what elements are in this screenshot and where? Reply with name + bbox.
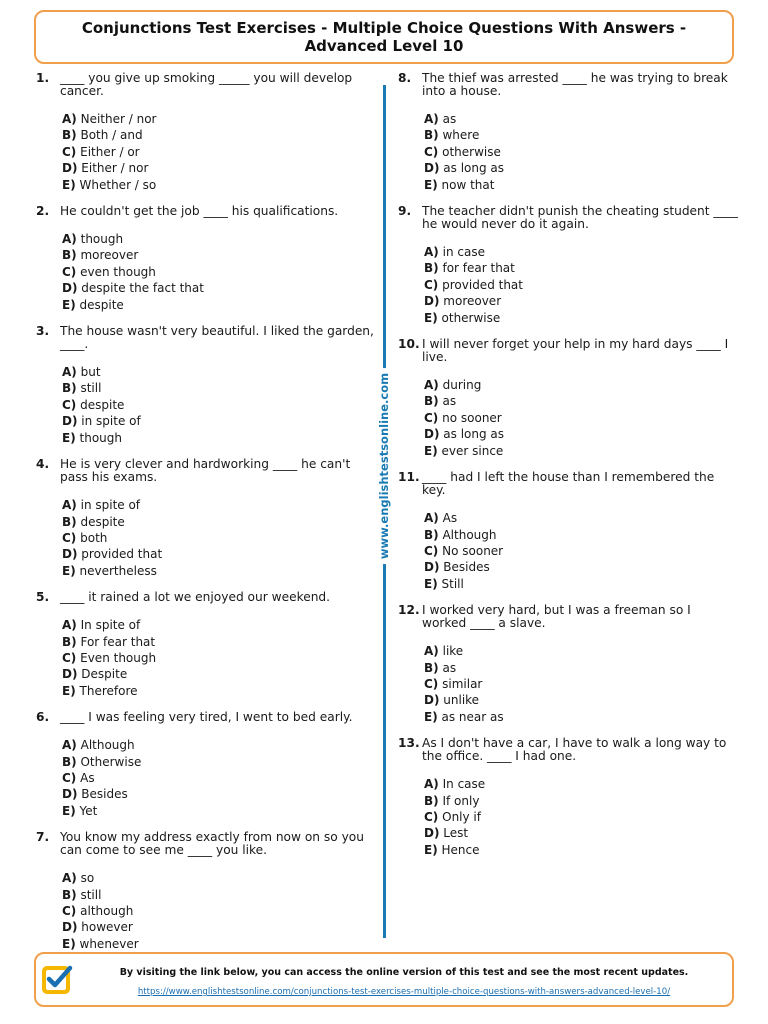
option-text: though	[79, 430, 122, 445]
question-number: 8.	[398, 71, 412, 85]
answer-option[interactable]	[424, 111, 738, 127]
answer-options	[36, 737, 378, 819]
option-letter: E)	[424, 443, 438, 458]
answer-option[interactable]	[62, 247, 378, 263]
option-text: in spite of	[80, 498, 141, 513]
option-letter: B)	[62, 514, 77, 529]
option-letter: B)	[62, 381, 77, 396]
answer-option[interactable]	[424, 260, 738, 276]
answer-options	[36, 870, 378, 952]
option-text: as	[442, 660, 457, 675]
answer-option[interactable]	[62, 264, 378, 280]
option-letter: D)	[62, 414, 78, 429]
option-text: both	[80, 530, 108, 545]
answer-options	[398, 377, 738, 459]
option-text: despite	[80, 514, 125, 529]
option-text: despite	[80, 397, 125, 412]
question-number: 13.	[398, 736, 420, 751]
answer-option[interactable]	[424, 277, 738, 293]
answer-options	[36, 364, 378, 446]
option-letter: D)	[62, 281, 78, 296]
answer-options	[36, 497, 378, 579]
option-letter: D)	[62, 161, 78, 176]
question-stem	[398, 737, 738, 763]
option-letter: B)	[424, 261, 439, 276]
option-text: for fear that	[442, 261, 515, 276]
option-letter: D)	[424, 294, 440, 309]
page-title-line-2: Advanced Level 10	[304, 37, 464, 55]
option-letter: A)	[424, 777, 439, 792]
footer-text	[86, 966, 722, 999]
option-letter: A)	[424, 644, 439, 659]
option-text: as near as	[441, 709, 504, 724]
answer-option[interactable]	[424, 127, 738, 143]
question-text: I worked very hard, but I was a freeman so I worked ____ a slave.	[422, 603, 691, 631]
answer-option[interactable]	[62, 870, 378, 886]
option-text: provided that	[81, 547, 163, 562]
answer-option[interactable]	[424, 244, 738, 260]
option-letter: D)	[62, 787, 78, 802]
answer-option[interactable]	[62, 111, 378, 127]
option-text: Yet	[79, 803, 98, 818]
question-stem	[36, 831, 378, 857]
footer-box	[34, 952, 734, 1007]
option-letter: D)	[424, 560, 440, 575]
answer-option[interactable]	[62, 530, 378, 546]
answer-option[interactable]	[424, 377, 738, 393]
option-letter: B)	[424, 527, 439, 542]
answer-option[interactable]	[62, 803, 378, 819]
question-number: 7.	[36, 830, 50, 845]
option-text: provided that	[442, 277, 523, 292]
answer-option[interactable]	[424, 660, 738, 676]
question-text: ____ it rained a lot we enjoyed our weekend.	[60, 590, 331, 605]
option-letter: A)	[424, 112, 439, 126]
answer-option[interactable]	[62, 160, 378, 176]
option-text: Even though	[80, 650, 157, 665]
answer-option[interactable]	[424, 809, 738, 825]
option-letter: E)	[424, 842, 438, 857]
option-letter: A)	[62, 618, 77, 633]
answer-option[interactable]	[62, 936, 378, 952]
question-text: I will never forget your help in my hard days ____ I live.	[422, 337, 729, 365]
question-13	[398, 737, 738, 858]
option-text: In spite of	[80, 618, 141, 633]
option-text: so	[80, 871, 95, 886]
option-letter: C)	[424, 809, 439, 824]
answer-option[interactable]	[424, 543, 738, 559]
answer-option[interactable]	[62, 919, 378, 935]
question-11	[398, 471, 738, 592]
answer-option[interactable]	[62, 144, 378, 160]
option-text: Still	[441, 576, 464, 591]
answer-options	[398, 776, 738, 858]
option-letter: B)	[424, 394, 439, 409]
option-text: as	[442, 394, 457, 409]
answer-option[interactable]	[424, 443, 738, 459]
option-letter: A)	[424, 378, 439, 393]
question-text: As I don't have a car, I have to walk a long way to the office. ____ I had one.	[422, 736, 727, 764]
option-letter: E)	[62, 803, 76, 818]
question-number: 1.	[36, 71, 50, 85]
question-12	[398, 604, 738, 725]
answer-option[interactable]	[424, 559, 738, 575]
option-text: In case	[442, 777, 486, 792]
footer-notice: By visiting the link below, you can access the online version of this test and see the most recent updates.	[119, 967, 689, 978]
option-text: Either / nor	[81, 161, 149, 176]
question-8	[398, 72, 738, 193]
answer-option[interactable]	[62, 413, 378, 429]
option-text: despite the fact that	[81, 281, 204, 296]
question-7	[36, 831, 378, 952]
answer-option[interactable]	[62, 380, 378, 396]
answer-option[interactable]	[62, 127, 378, 143]
question-6	[36, 711, 378, 819]
answer-option[interactable]	[62, 546, 378, 562]
question-number: 10.	[398, 337, 420, 352]
option-text: Lest	[443, 826, 469, 841]
question-number: 9.	[398, 204, 412, 219]
answer-option[interactable]	[62, 650, 378, 666]
option-letter: B)	[62, 128, 77, 143]
question-stem	[398, 338, 738, 364]
checkbox-icon	[40, 962, 74, 996]
answer-option[interactable]	[424, 527, 738, 543]
answer-option[interactable]	[424, 177, 738, 193]
question-stem	[398, 72, 738, 98]
question-stem	[36, 72, 378, 98]
question-stem	[36, 711, 378, 724]
option-letter: E)	[424, 177, 438, 192]
question-number: 3.	[36, 324, 50, 339]
option-letter: E)	[62, 683, 76, 698]
option-letter: C)	[424, 144, 439, 159]
answer-option[interactable]	[62, 786, 378, 802]
option-text: moreover	[443, 294, 502, 309]
answer-options	[398, 510, 738, 592]
option-letter: C)	[62, 144, 77, 159]
answer-option[interactable]	[424, 510, 738, 526]
answer-option[interactable]	[62, 634, 378, 650]
question-stem	[36, 205, 378, 218]
answer-option[interactable]	[62, 737, 378, 753]
answer-options	[398, 111, 738, 193]
option-text: Therefore	[79, 683, 138, 698]
answer-options	[398, 643, 738, 725]
option-text: still	[80, 381, 102, 396]
question-text: He couldn't get the job ____ his qualifications.	[60, 204, 339, 219]
option-text: despite	[79, 297, 124, 312]
option-letter: C)	[424, 676, 439, 691]
option-text: in case	[442, 245, 485, 260]
option-text: still	[80, 887, 102, 902]
option-letter: A)	[62, 232, 77, 247]
answer-option[interactable]	[62, 754, 378, 770]
question-stem	[398, 471, 738, 497]
option-text: Whether / so	[79, 177, 157, 192]
answer-option[interactable]	[62, 177, 378, 193]
option-text: as	[442, 112, 457, 126]
question-text: The house wasn't very beautiful. I liked the garden, ____.	[60, 324, 374, 352]
answer-option[interactable]	[424, 776, 738, 792]
question-text: You know my address exactly from now on so you can come to see me ____ you like.	[60, 830, 364, 858]
option-letter: C)	[424, 277, 439, 292]
answer-option[interactable]	[424, 576, 738, 592]
question-text: ____ I was feeling very tired, I went to bed early.	[60, 710, 353, 725]
answer-option[interactable]	[62, 364, 378, 380]
option-letter: D)	[424, 427, 440, 442]
option-text: Although	[442, 527, 497, 542]
question-stem	[36, 458, 378, 484]
answer-option[interactable]	[62, 430, 378, 446]
question-number: 11.	[398, 470, 420, 485]
answer-option[interactable]	[424, 692, 738, 708]
option-letter: E)	[62, 297, 76, 312]
question-5	[36, 591, 378, 699]
option-text: Hence	[441, 842, 480, 857]
website-watermark: www.englishtestsonline.com	[377, 368, 391, 564]
option-letter: E)	[424, 709, 438, 724]
question-text: The thief was arrested ____ he was trying to break into a house.	[422, 71, 728, 98]
answer-options	[398, 244, 738, 326]
page-title-line-1: Conjunctions Test Exercises - Multiple Choice Questions With Answers -	[81, 19, 687, 37]
option-text: no sooner	[442, 410, 502, 425]
answer-option[interactable]	[424, 393, 738, 409]
option-text: now that	[441, 177, 495, 192]
answer-option[interactable]	[424, 676, 738, 692]
option-letter: C)	[424, 410, 439, 425]
answer-option[interactable]	[62, 666, 378, 682]
option-letter: E)	[424, 310, 438, 325]
question-number: 12.	[398, 603, 420, 618]
answer-option[interactable]	[62, 887, 378, 903]
answer-options	[36, 617, 378, 699]
option-letter: C)	[424, 543, 439, 558]
answer-option[interactable]	[62, 231, 378, 247]
option-text: however	[81, 920, 133, 935]
answer-option[interactable]	[424, 410, 738, 426]
option-letter: E)	[62, 563, 76, 578]
option-text: as long as	[443, 161, 505, 176]
option-letter: D)	[62, 667, 78, 682]
option-text: Besides	[443, 560, 490, 575]
title-box	[34, 10, 734, 64]
option-text: ever since	[441, 443, 504, 458]
answer-option[interactable]	[62, 563, 378, 579]
option-letter: B)	[424, 793, 439, 808]
answer-option[interactable]	[62, 297, 378, 313]
question-text: He is very clever and hardworking ____ he can't pass his exams.	[60, 457, 351, 485]
option-letter: C)	[62, 650, 77, 665]
option-letter: C)	[62, 264, 77, 279]
option-letter: C)	[62, 530, 77, 545]
option-letter: A)	[424, 511, 439, 526]
option-text: whenever	[79, 936, 139, 951]
question-number: 6.	[36, 710, 50, 725]
question-9	[398, 205, 738, 326]
answer-option[interactable]	[424, 643, 738, 659]
option-letter: C)	[62, 904, 77, 918]
option-letter: A)	[62, 498, 77, 513]
option-letter: E)	[62, 430, 76, 445]
question-stem	[398, 604, 738, 630]
option-text: in spite of	[81, 414, 141, 429]
option-letter: B)	[62, 634, 77, 649]
option-text: For fear that	[80, 634, 156, 649]
option-text: Otherwise	[80, 754, 142, 769]
answer-option[interactable]	[424, 310, 738, 326]
option-letter: D)	[424, 693, 440, 708]
option-letter: B)	[424, 660, 439, 675]
option-text: No sooner	[442, 543, 504, 558]
option-text: where	[442, 128, 480, 143]
answer-option[interactable]	[62, 617, 378, 633]
option-text: like	[442, 644, 464, 659]
option-text: Only if	[442, 809, 481, 824]
option-text: otherwise	[442, 144, 501, 159]
option-text: Either / or	[80, 144, 140, 159]
option-text: Although	[80, 738, 135, 753]
option-text: Neither / nor	[80, 112, 157, 126]
question-text: ____ had I left the house than I remembered the key.	[422, 470, 715, 498]
answer-options	[36, 111, 378, 193]
option-letter: E)	[62, 177, 76, 192]
question-number: 5.	[36, 590, 50, 605]
option-text: If only	[442, 793, 480, 808]
question-1	[36, 72, 378, 193]
right-question-column	[398, 72, 738, 858]
option-text: but	[80, 365, 101, 380]
question-2	[36, 205, 378, 313]
option-letter: B)	[424, 128, 439, 143]
answer-option[interactable]	[62, 514, 378, 530]
question-stem	[398, 205, 738, 231]
question-4	[36, 458, 378, 579]
option-text: moreover	[80, 248, 139, 263]
answer-option[interactable]	[62, 497, 378, 513]
option-letter: A)	[62, 112, 77, 126]
answer-option[interactable]	[424, 293, 738, 309]
option-letter: E)	[62, 936, 76, 951]
option-letter: D)	[424, 826, 440, 841]
question-text: The teacher didn't punish the cheating student ____ he would never do it again.	[422, 204, 738, 232]
option-text: though	[80, 232, 124, 247]
question-stem	[36, 591, 378, 604]
option-text: Besides	[81, 787, 128, 802]
option-letter: A)	[62, 871, 77, 886]
option-letter: C)	[62, 397, 77, 412]
answer-option[interactable]	[62, 770, 378, 786]
answer-option[interactable]	[62, 903, 378, 919]
option-text: even though	[80, 264, 156, 279]
online-test-link[interactable]: https://www.englishtestsonline.com/conjunctions-test-exercises-multiple-choice-questions-with-answers-advanced-level-10/	[137, 987, 671, 997]
option-letter: E)	[424, 576, 438, 591]
option-letter: A)	[62, 365, 77, 380]
option-text: otherwise	[441, 310, 501, 325]
option-text: Despite	[81, 667, 128, 682]
option-text: Both / and	[80, 128, 143, 143]
answer-option[interactable]	[62, 683, 378, 699]
answer-option[interactable]	[424, 709, 738, 725]
option-letter: A)	[424, 245, 439, 260]
option-letter: B)	[62, 887, 77, 902]
option-letter: D)	[62, 920, 78, 935]
answer-option[interactable]	[424, 842, 738, 858]
option-letter: A)	[62, 738, 77, 753]
option-text: unlike	[443, 693, 480, 708]
option-text: although	[80, 904, 134, 918]
question-number: 4.	[36, 457, 50, 472]
left-question-column	[36, 72, 378, 952]
option-text: as long as	[443, 427, 505, 442]
question-10	[398, 338, 738, 459]
answer-option[interactable]	[424, 144, 738, 160]
answer-option[interactable]	[62, 397, 378, 413]
option-letter: B)	[62, 754, 77, 769]
answer-option[interactable]	[424, 825, 738, 841]
option-text: similar	[442, 676, 483, 691]
option-text: nevertheless	[79, 563, 157, 578]
option-letter: B)	[62, 248, 77, 263]
answer-option[interactable]	[424, 160, 738, 176]
answer-option[interactable]	[62, 280, 378, 296]
option-text: As	[442, 511, 458, 526]
option-letter: D)	[424, 161, 440, 176]
answer-option[interactable]	[424, 426, 738, 442]
question-number: 2.	[36, 204, 50, 219]
option-text: As	[80, 770, 95, 785]
question-3	[36, 325, 378, 446]
question-stem	[36, 325, 378, 351]
option-letter: D)	[62, 547, 78, 562]
option-letter: C)	[62, 770, 77, 785]
question-text: ____ you give up smoking _____ you will develop cancer.	[60, 71, 353, 98]
answer-options	[36, 231, 378, 313]
option-text: during	[442, 378, 482, 393]
answer-option[interactable]	[424, 793, 738, 809]
